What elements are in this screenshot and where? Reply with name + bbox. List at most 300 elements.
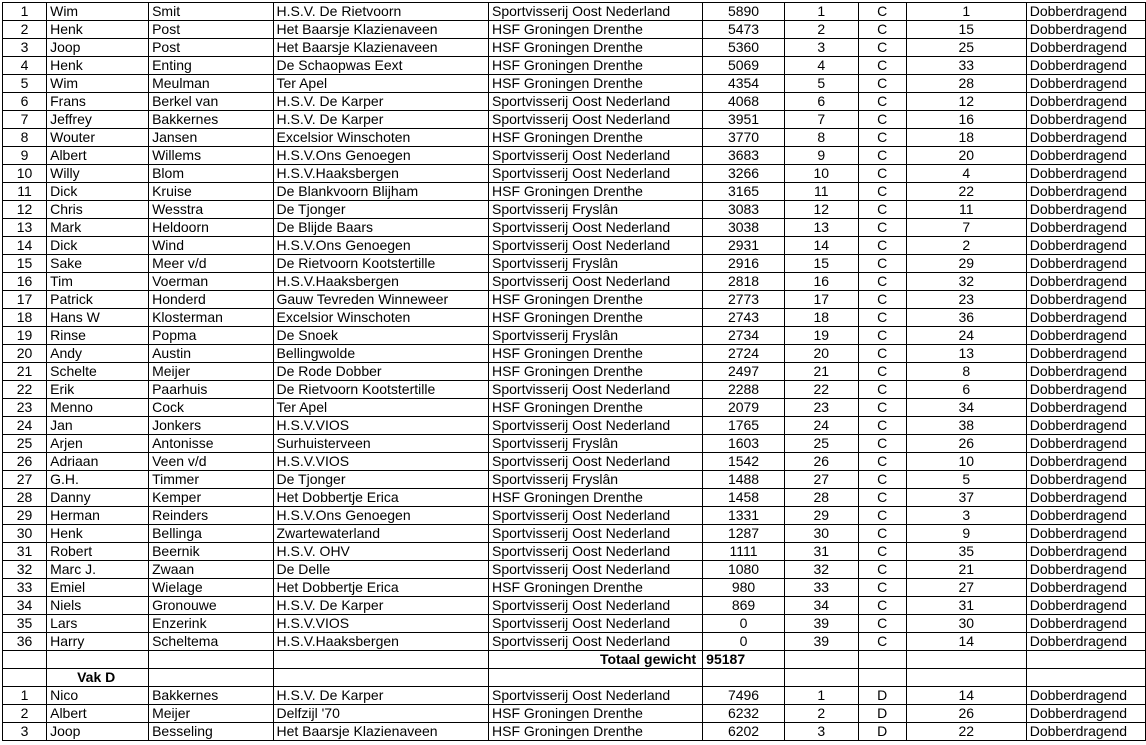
club-cell: Zwartewaterland xyxy=(273,525,489,543)
weight-cell: 4068 xyxy=(703,93,785,111)
peg-cell: 22 xyxy=(906,723,1026,741)
peg-cell: 14 xyxy=(906,633,1026,651)
weight-cell: 1488 xyxy=(703,471,785,489)
rank-cell: 13 xyxy=(784,219,858,237)
table-row xyxy=(3,345,1146,363)
firstname-cell: Schelte xyxy=(47,363,149,381)
weight-cell: 2734 xyxy=(703,327,785,345)
sector-cell: C xyxy=(858,561,906,579)
sector-cell: C xyxy=(858,417,906,435)
sector-cell: C xyxy=(858,255,906,273)
lastname-cell: Jansen xyxy=(149,129,273,147)
club-cell: De Delle xyxy=(273,561,489,579)
federation-cell: HSF Groningen Drenthe xyxy=(489,345,703,363)
empty-cell xyxy=(784,651,858,669)
lastname-cell: Voerman xyxy=(149,273,273,291)
firstname-cell: Mark xyxy=(47,219,149,237)
table-row xyxy=(3,129,1146,147)
lastname-cell: Kruise xyxy=(149,183,273,201)
firstname-cell: Joop xyxy=(47,723,149,741)
club-cell: De Tjonger xyxy=(273,201,489,219)
club-cell: Het Baarsje Klazienaveen xyxy=(273,39,489,57)
club-cell: De Rietvoorn Kootstertille xyxy=(273,255,489,273)
lastname-cell: Meer v/d xyxy=(149,255,273,273)
weight-cell: 7496 xyxy=(703,687,785,705)
place-cell: 23 xyxy=(3,399,47,417)
federation-cell: Sportvisserij Oost Nederland xyxy=(489,93,703,111)
table-row xyxy=(3,255,1146,273)
place-cell: 34 xyxy=(3,597,47,615)
firstname-cell: Robert xyxy=(47,543,149,561)
club-cell: Excelsior Winschoten xyxy=(273,309,489,327)
sector-cell: D xyxy=(858,723,906,741)
lastname-cell: Kemper xyxy=(149,489,273,507)
rank-cell: 17 xyxy=(784,291,858,309)
place-cell: 1 xyxy=(3,687,47,705)
firstname-cell: Wouter xyxy=(47,129,149,147)
federation-cell: HSF Groningen Drenthe xyxy=(489,309,703,327)
lastname-cell: Besseling xyxy=(149,723,273,741)
weight-cell: 1603 xyxy=(703,435,785,453)
rank-cell: 27 xyxy=(784,471,858,489)
firstname-cell: Joop xyxy=(47,39,149,57)
empty-cell xyxy=(3,651,47,669)
table-row xyxy=(3,525,1146,543)
place-cell: 16 xyxy=(3,273,47,291)
peg-cell: 8 xyxy=(906,363,1026,381)
club-cell: De Schaopwas Eext xyxy=(273,57,489,75)
sector-cell: C xyxy=(858,237,906,255)
place-cell: 27 xyxy=(3,471,47,489)
table-row xyxy=(3,705,1146,723)
place-cell: 12 xyxy=(3,201,47,219)
rank-cell: 31 xyxy=(784,543,858,561)
total-section xyxy=(3,651,1146,687)
lastname-cell: Wind xyxy=(149,237,273,255)
place-cell: 3 xyxy=(3,723,47,741)
table-row xyxy=(3,687,1146,705)
sector-cell: C xyxy=(858,93,906,111)
peg-cell: 30 xyxy=(906,615,1026,633)
firstname-cell: Jeffrey xyxy=(47,111,149,129)
rank-cell: 22 xyxy=(784,381,858,399)
table-row xyxy=(3,219,1146,237)
sector-cell: C xyxy=(858,435,906,453)
empty-cell xyxy=(47,651,149,669)
empty-cell xyxy=(784,669,858,687)
category-cell: Dobberdragend xyxy=(1026,165,1145,183)
weight-cell: 2288 xyxy=(703,381,785,399)
empty-cell xyxy=(149,651,273,669)
place-cell: 22 xyxy=(3,381,47,399)
firstname-cell: Adriaan xyxy=(47,453,149,471)
rank-cell: 12 xyxy=(784,201,858,219)
weight-cell: 3951 xyxy=(703,111,785,129)
firstname-cell: Jan xyxy=(47,417,149,435)
lastname-cell: Honderd xyxy=(149,291,273,309)
place-cell: 33 xyxy=(3,579,47,597)
firstname-cell: Harry xyxy=(47,633,149,651)
rank-cell: 15 xyxy=(784,255,858,273)
firstname-cell: Rinse xyxy=(47,327,149,345)
weight-cell: 980 xyxy=(703,579,785,597)
rank-cell: 39 xyxy=(784,615,858,633)
place-cell: 29 xyxy=(3,507,47,525)
lastname-cell: Veen v/d xyxy=(149,453,273,471)
table-row xyxy=(3,453,1146,471)
rank-cell: 23 xyxy=(784,399,858,417)
firstname-cell: Patrick xyxy=(47,291,149,309)
place-cell: 35 xyxy=(3,615,47,633)
category-cell: Dobberdragend xyxy=(1026,723,1145,741)
place-cell: 2 xyxy=(3,21,47,39)
peg-cell: 25 xyxy=(906,39,1026,57)
sector-cell: C xyxy=(858,309,906,327)
federation-cell: HSF Groningen Drenthe xyxy=(489,39,703,57)
place-cell: 3 xyxy=(3,39,47,57)
place-cell: 26 xyxy=(3,453,47,471)
rank-cell: 1 xyxy=(784,687,858,705)
sector-cell: D xyxy=(858,687,906,705)
club-cell: H.S.V.Ons Genoegen xyxy=(273,507,489,525)
peg-cell: 26 xyxy=(906,435,1026,453)
firstname-cell: Erik xyxy=(47,381,149,399)
category-cell: Dobberdragend xyxy=(1026,543,1145,561)
federation-cell: HSF Groningen Drenthe xyxy=(489,129,703,147)
lastname-cell: Meulman xyxy=(149,75,273,93)
sector-cell: C xyxy=(858,75,906,93)
table-row xyxy=(3,381,1146,399)
sector-cell: C xyxy=(858,345,906,363)
weight-cell: 3038 xyxy=(703,219,785,237)
lastname-cell: Bellinga xyxy=(149,525,273,543)
firstname-cell: Frans xyxy=(47,93,149,111)
peg-cell: 14 xyxy=(906,687,1026,705)
club-cell: Het Baarsje Klazienaveen xyxy=(273,723,489,741)
peg-cell: 32 xyxy=(906,273,1026,291)
category-cell: Dobberdragend xyxy=(1026,345,1145,363)
rank-cell: 4 xyxy=(784,57,858,75)
sector-cell: C xyxy=(858,273,906,291)
empty-cell xyxy=(489,669,703,687)
sector-cell: C xyxy=(858,39,906,57)
place-cell: 17 xyxy=(3,291,47,309)
empty-cell xyxy=(906,669,1026,687)
peg-cell: 23 xyxy=(906,291,1026,309)
category-cell: Dobberdragend xyxy=(1026,525,1145,543)
weight-cell: 3266 xyxy=(703,165,785,183)
table-row xyxy=(3,615,1146,633)
club-cell: De Rietvoorn Kootstertille xyxy=(273,381,489,399)
peg-cell: 34 xyxy=(906,399,1026,417)
federation-cell: HSF Groningen Drenthe xyxy=(489,183,703,201)
weight-cell: 4354 xyxy=(703,75,785,93)
weight-cell: 0 xyxy=(703,615,785,633)
table-row xyxy=(3,579,1146,597)
federation-cell: Sportvisserij Oost Nederland xyxy=(489,687,703,705)
place-cell: 13 xyxy=(3,219,47,237)
category-cell: Dobberdragend xyxy=(1026,507,1145,525)
lastname-cell: Bakkernes xyxy=(149,687,273,705)
rank-cell: 20 xyxy=(784,345,858,363)
table-row xyxy=(3,21,1146,39)
club-cell: H.S.V. De Karper xyxy=(273,597,489,615)
empty-cell xyxy=(273,669,489,687)
federation-cell: Sportvisserij Fryslân xyxy=(489,471,703,489)
sector-cell: C xyxy=(858,525,906,543)
category-cell: Dobberdragend xyxy=(1026,453,1145,471)
peg-cell: 3 xyxy=(906,507,1026,525)
weight-cell: 6232 xyxy=(703,705,785,723)
table-row xyxy=(3,291,1146,309)
lastname-cell: Post xyxy=(149,39,273,57)
table-row xyxy=(3,399,1146,417)
lastname-cell: Bakkernes xyxy=(149,111,273,129)
category-cell: Dobberdragend xyxy=(1026,183,1145,201)
rank-cell: 11 xyxy=(784,183,858,201)
federation-cell: Sportvisserij Fryslân xyxy=(489,435,703,453)
place-cell: 25 xyxy=(3,435,47,453)
firstname-cell: Menno xyxy=(47,399,149,417)
firstname-cell: Dick xyxy=(47,183,149,201)
peg-cell: 7 xyxy=(906,219,1026,237)
federation-cell: Sportvisserij Oost Nederland xyxy=(489,453,703,471)
lastname-cell: Austin xyxy=(149,345,273,363)
club-cell: De Snoek xyxy=(273,327,489,345)
firstname-cell: Lars xyxy=(47,615,149,633)
peg-cell: 13 xyxy=(906,345,1026,363)
rank-cell: 34 xyxy=(784,597,858,615)
firstname-cell: Henk xyxy=(47,21,149,39)
weight-cell: 2916 xyxy=(703,255,785,273)
total-row xyxy=(3,651,1146,669)
lastname-cell: Timmer xyxy=(149,471,273,489)
lastname-cell: Wesstra xyxy=(149,201,273,219)
federation-cell: HSF Groningen Drenthe xyxy=(489,21,703,39)
peg-cell: 28 xyxy=(906,75,1026,93)
total-label: Totaal gewicht xyxy=(489,651,703,669)
place-cell: 32 xyxy=(3,561,47,579)
weight-cell: 2724 xyxy=(703,345,785,363)
category-cell: Dobberdragend xyxy=(1026,633,1145,651)
rank-cell: 26 xyxy=(784,453,858,471)
category-cell: Dobberdragend xyxy=(1026,111,1145,129)
lastname-cell: Blom xyxy=(149,165,273,183)
federation-cell: HSF Groningen Drenthe xyxy=(489,399,703,417)
weight-cell: 5360 xyxy=(703,39,785,57)
place-cell: 24 xyxy=(3,417,47,435)
category-cell: Dobberdragend xyxy=(1026,399,1145,417)
category-cell: Dobberdragend xyxy=(1026,489,1145,507)
peg-cell: 12 xyxy=(906,93,1026,111)
category-cell: Dobberdragend xyxy=(1026,219,1145,237)
weight-cell: 1287 xyxy=(703,525,785,543)
table-row xyxy=(3,183,1146,201)
rank-cell: 18 xyxy=(784,309,858,327)
weight-cell: 2773 xyxy=(703,291,785,309)
empty-cell xyxy=(858,669,906,687)
empty-cell xyxy=(906,651,1026,669)
club-cell: Delfzijl '70 xyxy=(273,705,489,723)
federation-cell: Sportvisserij Oost Nederland xyxy=(489,417,703,435)
table-row xyxy=(3,363,1146,381)
category-cell: Dobberdragend xyxy=(1026,93,1145,111)
table-row xyxy=(3,489,1146,507)
federation-cell: Sportvisserij Oost Nederland xyxy=(489,111,703,129)
lastname-cell: Berkel van xyxy=(149,93,273,111)
peg-cell: 20 xyxy=(906,147,1026,165)
firstname-cell: Henk xyxy=(47,57,149,75)
rank-cell: 19 xyxy=(784,327,858,345)
weight-cell: 869 xyxy=(703,597,785,615)
empty-cell xyxy=(858,651,906,669)
table-row xyxy=(3,561,1146,579)
weight-cell: 2079 xyxy=(703,399,785,417)
firstname-cell: Marc J. xyxy=(47,561,149,579)
peg-cell: 1 xyxy=(906,3,1026,21)
table-row xyxy=(3,471,1146,489)
rank-cell: 33 xyxy=(784,579,858,597)
place-cell: 20 xyxy=(3,345,47,363)
category-cell: Dobberdragend xyxy=(1026,381,1145,399)
club-cell: H.S.V.Haaksbergen xyxy=(273,273,489,291)
weight-cell: 1458 xyxy=(703,489,785,507)
rank-cell: 6 xyxy=(784,93,858,111)
club-cell: H.S.V.Ons Genoegen xyxy=(273,147,489,165)
club-cell: H.S.V. De Rietvoorn xyxy=(273,3,489,21)
table-row xyxy=(3,201,1146,219)
federation-cell: Sportvisserij Oost Nederland xyxy=(489,633,703,651)
category-cell: Dobberdragend xyxy=(1026,309,1145,327)
rank-cell: 7 xyxy=(784,111,858,129)
firstname-cell: Willy xyxy=(47,165,149,183)
lastname-cell: Meijer xyxy=(149,363,273,381)
firstname-cell: Hans W xyxy=(47,309,149,327)
sector-cell: C xyxy=(858,579,906,597)
firstname-cell: Henk xyxy=(47,525,149,543)
peg-cell: 31 xyxy=(906,597,1026,615)
lastname-cell: Wielage xyxy=(149,579,273,597)
place-cell: 8 xyxy=(3,129,47,147)
firstname-cell: Sake xyxy=(47,255,149,273)
place-cell: 5 xyxy=(3,75,47,93)
sector-cell: C xyxy=(858,471,906,489)
place-cell: 18 xyxy=(3,309,47,327)
table-row xyxy=(3,309,1146,327)
rank-cell: 32 xyxy=(784,561,858,579)
peg-cell: 27 xyxy=(906,579,1026,597)
table-row xyxy=(3,597,1146,615)
federation-cell: Sportvisserij Oost Nederland xyxy=(489,615,703,633)
club-cell: Surhuisterveen xyxy=(273,435,489,453)
category-cell: Dobberdragend xyxy=(1026,129,1145,147)
lastname-cell: Meijer xyxy=(149,705,273,723)
table-row xyxy=(3,237,1146,255)
peg-cell: 4 xyxy=(906,165,1026,183)
club-cell: Ter Apel xyxy=(273,399,489,417)
sector-cell: C xyxy=(858,633,906,651)
section-header-row xyxy=(3,669,1146,687)
weight-cell: 3683 xyxy=(703,147,785,165)
category-cell: Dobberdragend xyxy=(1026,705,1145,723)
rank-cell: 9 xyxy=(784,147,858,165)
place-cell: 1 xyxy=(3,3,47,21)
federation-cell: HSF Groningen Drenthe xyxy=(489,579,703,597)
firstname-cell: Dick xyxy=(47,237,149,255)
empty-cell xyxy=(703,669,785,687)
peg-cell: 9 xyxy=(906,525,1026,543)
category-cell: Dobberdragend xyxy=(1026,75,1145,93)
rank-cell: 8 xyxy=(784,129,858,147)
lastname-cell: Enzerink xyxy=(149,615,273,633)
rank-cell: 2 xyxy=(784,21,858,39)
empty-cell xyxy=(1026,669,1145,687)
table-row xyxy=(3,39,1146,57)
place-cell: 30 xyxy=(3,525,47,543)
results-table xyxy=(2,2,1146,741)
lastname-cell: Reinders xyxy=(149,507,273,525)
sector-cell: C xyxy=(858,129,906,147)
firstname-cell: Emiel xyxy=(47,579,149,597)
place-cell: 21 xyxy=(3,363,47,381)
table-row xyxy=(3,93,1146,111)
category-cell: Dobberdragend xyxy=(1026,417,1145,435)
category-cell: Dobberdragend xyxy=(1026,687,1145,705)
peg-cell: 2 xyxy=(906,237,1026,255)
club-cell: H.S.V. De Karper xyxy=(273,687,489,705)
weight-cell: 0 xyxy=(703,633,785,651)
sector-cell: C xyxy=(858,165,906,183)
federation-cell: Sportvisserij Fryslân xyxy=(489,201,703,219)
federation-cell: HSF Groningen Drenthe xyxy=(489,723,703,741)
table-row xyxy=(3,327,1146,345)
table-row xyxy=(3,273,1146,291)
firstname-cell: Wim xyxy=(47,75,149,93)
lastname-cell: Smit xyxy=(149,3,273,21)
weight-cell: 1331 xyxy=(703,507,785,525)
rank-cell: 10 xyxy=(784,165,858,183)
peg-cell: 33 xyxy=(906,57,1026,75)
federation-cell: HSF Groningen Drenthe xyxy=(489,75,703,93)
category-cell: Dobberdragend xyxy=(1026,471,1145,489)
weight-cell: 2818 xyxy=(703,273,785,291)
sector-cell: C xyxy=(858,363,906,381)
rank-cell: 30 xyxy=(784,525,858,543)
category-cell: Dobberdragend xyxy=(1026,237,1145,255)
place-cell: 28 xyxy=(3,489,47,507)
rank-cell: 14 xyxy=(784,237,858,255)
rank-cell: 1 xyxy=(784,3,858,21)
rank-cell: 2 xyxy=(784,705,858,723)
club-cell: H.S.V.Ons Genoegen xyxy=(273,237,489,255)
table-row xyxy=(3,723,1146,741)
sector-cell: C xyxy=(858,399,906,417)
sector-cell: C xyxy=(858,57,906,75)
peg-cell: 29 xyxy=(906,255,1026,273)
club-cell: Het Dobbertje Erica xyxy=(273,579,489,597)
firstname-cell: Niels xyxy=(47,597,149,615)
federation-cell: Sportvisserij Oost Nederland xyxy=(489,3,703,21)
place-cell: 36 xyxy=(3,633,47,651)
category-cell: Dobberdragend xyxy=(1026,255,1145,273)
peg-cell: 26 xyxy=(906,705,1026,723)
table-row xyxy=(3,435,1146,453)
lastname-cell: Klosterman xyxy=(149,309,273,327)
sector-cell: C xyxy=(858,615,906,633)
place-cell: 19 xyxy=(3,327,47,345)
category-cell: Dobberdragend xyxy=(1026,435,1145,453)
rank-cell: 16 xyxy=(784,273,858,291)
